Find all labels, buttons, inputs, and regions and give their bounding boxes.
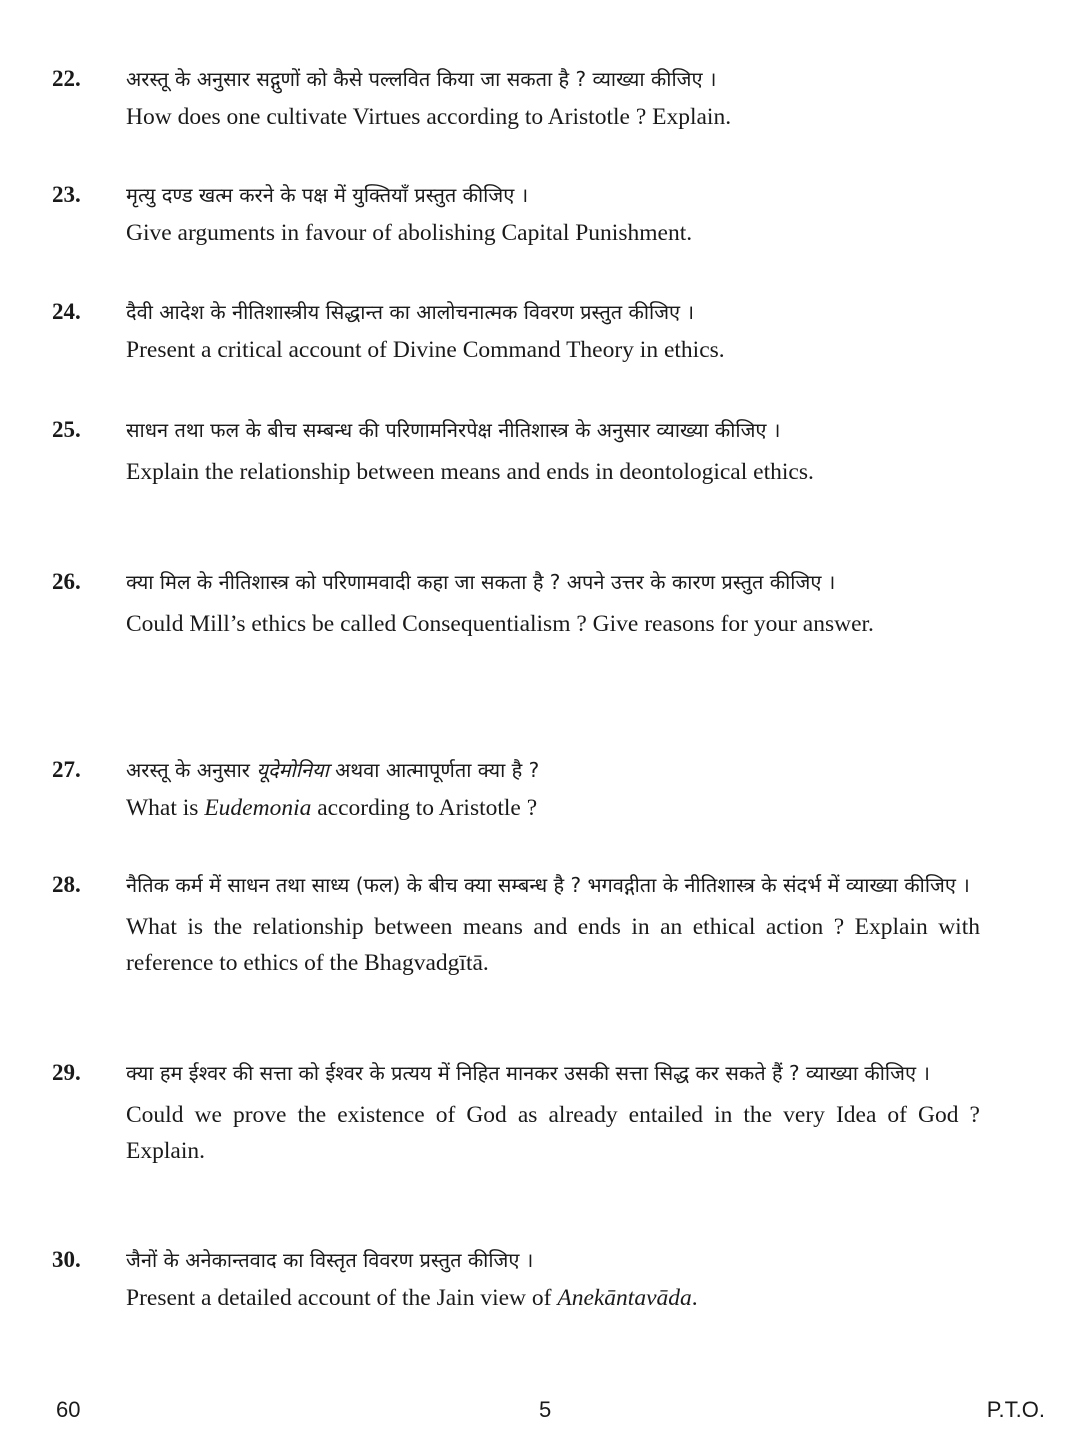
english-italic-term: Eudemonia <box>204 795 312 821</box>
question-body <box>126 752 980 826</box>
english-text: Give arguments in favour of abolishing Capital Punishment. <box>126 220 693 246</box>
question-body <box>126 1055 980 1169</box>
question-english <box>126 99 980 135</box>
question-english <box>126 1097 980 1169</box>
question-english <box>126 909 980 981</box>
english-text: Present a critical account of Divine Command Theory in ethics. <box>126 337 725 363</box>
question-english <box>126 606 980 642</box>
question-body <box>126 1242 980 1316</box>
question-hindi <box>126 752 980 788</box>
question-hindi: साधन तथा फल के बीच सम्बन्ध की परिणामनिरपेक्ष नीतिशास्त्र के अनुसार व्याख्या कीजिए । <box>126 418 781 442</box>
question-number: 26. <box>52 569 81 594</box>
english-text: . <box>691 1285 698 1311</box>
question-number: 24. <box>52 299 81 324</box>
question-number: 23. <box>52 182 81 207</box>
question-hindi: मृत्यु दण्ड खत्म करने के पक्ष में युक्तियाँ प्रस्तुत कीजिए । <box>126 183 529 207</box>
question-hindi: नैतिक कर्म में साधन तथा साध्य (फल) के बीच क्या सम्बन्ध है ? भगवद्गीता के नीतिशास्त्र के संदर्भ में व्याख्या कीजिए । <box>126 873 970 897</box>
question-number: 27. <box>52 757 81 782</box>
page-number: 5 <box>539 1397 552 1422</box>
question-hindi: क्या हम ईश्वर की सत्ता को ईश्वर के प्रत्यय में निहित मानकर उसकी सत्ता सिद्ध कर सकते हैं ? व्याख्या कीजिए । <box>126 1061 930 1085</box>
question-hindi: दैवी आदेश के नीतिशास्त्रीय सिद्धान्त का आलोचनात्मक विवरण प्रस्तुत कीजिए । <box>126 300 695 324</box>
english-italic-term: Anekāntavāda <box>557 1285 692 1311</box>
question-body <box>126 177 980 251</box>
question-english <box>126 1280 980 1316</box>
question-number: 29. <box>52 1060 81 1085</box>
question-body <box>126 564 980 642</box>
english-text: Could Mill’s ethics be called Consequentialism ? Give reasons for your answer. <box>126 611 874 637</box>
question-number: 25. <box>52 417 81 442</box>
paper-code: 60 <box>56 1397 81 1422</box>
english-text: Explain the relationship between means and ends in deontological ethics. <box>126 459 814 485</box>
english-text: according to Aristotle ? <box>311 795 538 821</box>
english-text: Present a detailed account of the Jain view of <box>126 1285 558 1311</box>
english-text: How does one cultivate Virtues according to Aristotle ? Explain. <box>126 104 732 130</box>
hindi-text: अरस्तू के अनुसार <box>126 758 257 782</box>
question-english <box>126 332 980 368</box>
question-english <box>126 790 980 826</box>
hindi-italic-term: यूदेमोनिया <box>256 758 329 782</box>
question-hindi: अरस्तू के अनुसार सद्गुणों को कैसे पल्लवित किया जा सकता है ? व्याख्या कीजिए । <box>126 67 717 91</box>
english-text: Could we prove the existence of God as already entailed in the very Idea of God ? Explain. <box>126 1102 980 1164</box>
hindi-text: अथवा आत्मापूर्णता क्या है ? <box>328 758 540 782</box>
question-english <box>126 454 980 490</box>
question-body <box>126 412 980 490</box>
pto-label: P.T.O. <box>986 1397 1045 1422</box>
question-number: 28. <box>52 872 81 897</box>
question-hindi: जैनों के अनेकान्तवाद का विस्तृत विवरण प्रस्तुत कीजिए । <box>126 1248 534 1272</box>
english-text: What is the relationship between means and ends in an ethical action ? Explain with reference to ethics of the Bhagvadgītā. <box>126 914 980 976</box>
question-english <box>126 215 980 251</box>
english-text: What is <box>126 795 205 821</box>
question-number: 22. <box>52 66 81 91</box>
question-body <box>126 61 980 135</box>
question-number: 30. <box>52 1247 81 1272</box>
question-body <box>126 867 980 981</box>
question-body <box>126 294 980 368</box>
question-hindi: क्या मिल के नीतिशास्त्र को परिणामवादी कहा जा सकता है ? अपने उत्तर के कारण प्रस्तुत कीजिए । <box>126 570 836 594</box>
